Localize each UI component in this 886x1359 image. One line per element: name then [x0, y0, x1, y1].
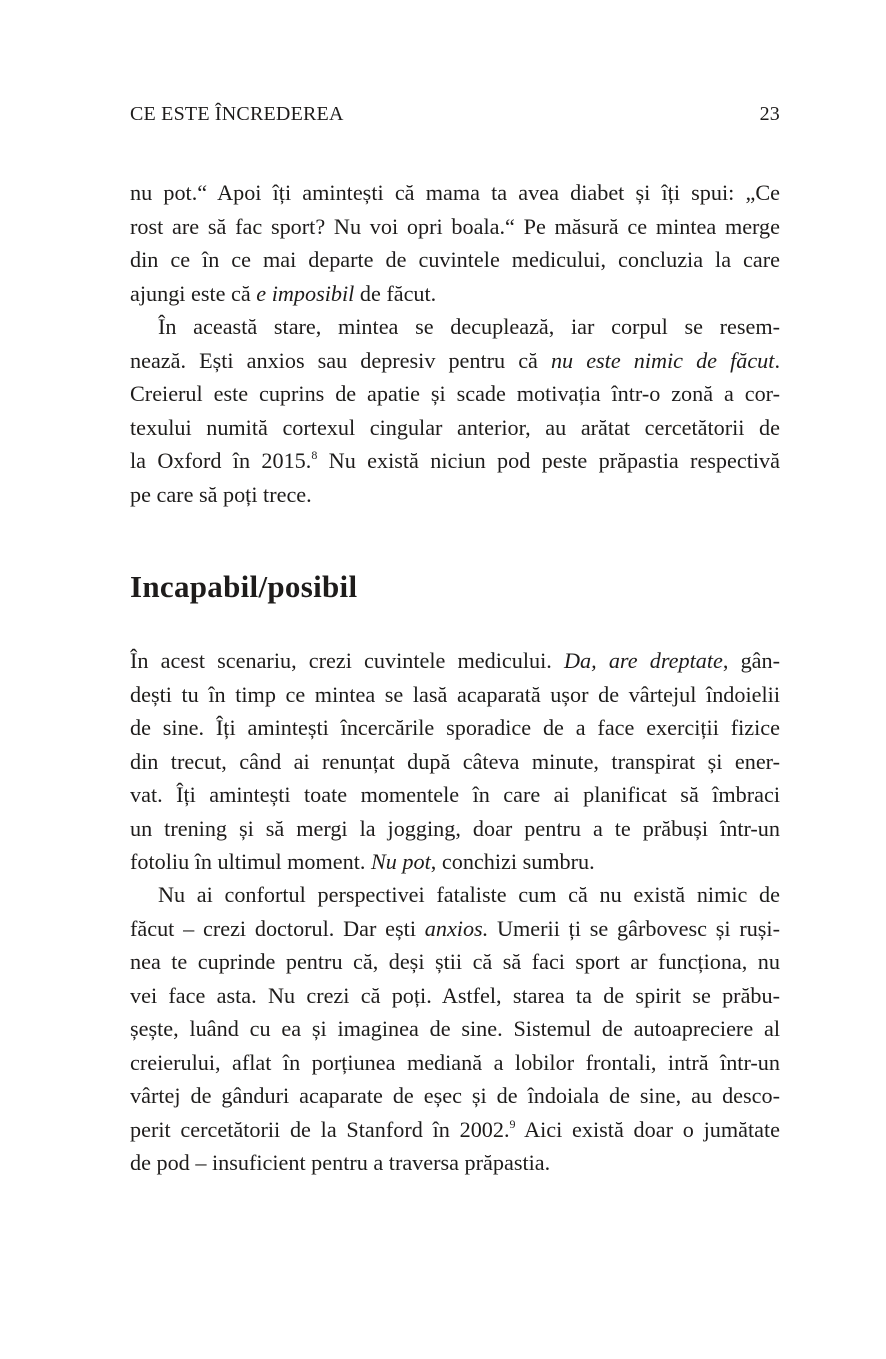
- footnote-ref-9[interactable]: 9: [509, 1116, 516, 1131]
- emphasis: anxios.: [424, 915, 489, 941]
- page-number: 23: [759, 103, 780, 125]
- text-line: fotoliu în ultimul moment. Nu pot, conchizi sumbru.: [130, 849, 595, 874]
- text-line: nea te cuprinde pentru că, deși știi că să faci sport ar funcționa, nu: [130, 949, 780, 974]
- text-line: În această stare, mintea se decuplează, iar corpul se resem-: [158, 314, 780, 339]
- footnote-ref-8[interactable]: 8: [311, 448, 318, 462]
- emphasis: Nu pot: [370, 849, 431, 874]
- paragraph-4: [130, 878, 780, 1180]
- text-line: nu pot.“ Apoi îți amintești că mama ta avea diabet și îți spui: „Ce: [130, 180, 780, 205]
- text-line: rost are să fac sport? Nu voi opri boala.“ Pe măsură ce mintea merge: [130, 213, 780, 239]
- text-line: de pod – insuficient pentru a traversa prăpastia.: [130, 1150, 551, 1175]
- running-title: CE ESTE ÎNCREDEREA: [130, 103, 344, 125]
- section-heading: Incapabil/posibil: [130, 569, 358, 604]
- text-line: ajungi este că e imposibil de făcut.: [130, 280, 437, 306]
- text-line: făcut – crezi doctorul. Dar ești anxios. Umerii ți se gârbovesc și ruși-: [130, 915, 780, 941]
- text-line: șește, luând cu ea și imaginea de sine. Sistemul de autoapreciere al: [130, 1016, 780, 1041]
- text-line: nează. Ești anxios sau depresiv pentru că nu este nimic de făcut.: [130, 347, 780, 373]
- text-line: pe care să poți trece.: [130, 481, 312, 507]
- text-line: texului numită cortexul cingular anterior, au arătat cercetătorii de: [130, 414, 780, 440]
- text-line: creierului, aflat în porțiunea mediană a lobilor frontali, intră într-un: [130, 1049, 780, 1075]
- text-line: din ce în ce mai departe de cuvintele medicului, concluzia la care: [130, 247, 780, 272]
- text-line: un trening și să mergi la jogging, doar pentru a te prăbuși într-un: [130, 815, 780, 841]
- paragraph-1: [130, 176, 780, 310]
- emphasis: e imposibil: [256, 280, 355, 306]
- text-line: dești tu în timp ce mintea se lasă acaparată ușor de vârtejul îndoielii: [130, 681, 780, 707]
- text-line: din trecut, când ai renunțat după câteva minute, transpirat și ener-: [130, 748, 780, 774]
- emphasis: nu este nimic de făcut: [550, 347, 775, 373]
- paragraph-2: [130, 310, 780, 511]
- text-line: de sine. Îți amintești încercările sporadice de a face exerciții fizice: [130, 715, 780, 740]
- text-line: la Oxford în 2015.$^8$ Nu există niciun pod peste prăpastia respectivă: [130, 448, 780, 473]
- paragraph-3: [130, 644, 780, 879]
- running-header: [130, 103, 780, 131]
- text-line: vârtej de gânduri acaparate de eșec și de îndoiala de sine, au desco-: [130, 1083, 780, 1108]
- text-line: perit cercetătorii de la Stanford în 2002.$^9$ Aici există doar o jumătate: [130, 1116, 780, 1142]
- text-line: Nu ai confortul perspectivei fataliste cum că nu există nimic de: [158, 882, 780, 907]
- text-line: În acest scenariu, crezi cuvintele medicului. Da, are dreptate, gân-: [130, 648, 780, 673]
- text-line: vei face asta. Nu crezi că poți. Astfel, starea ta de spirit se prăbu-: [130, 982, 780, 1008]
- text-line: Creierul este cuprins de apatie și scade motivația într-o zonă a cor-: [130, 381, 780, 406]
- text-line: vat. Îți amintești toate momentele în care ai planificat să îmbraci: [130, 782, 780, 807]
- emphasis: Da, are dreptate: [563, 648, 723, 673]
